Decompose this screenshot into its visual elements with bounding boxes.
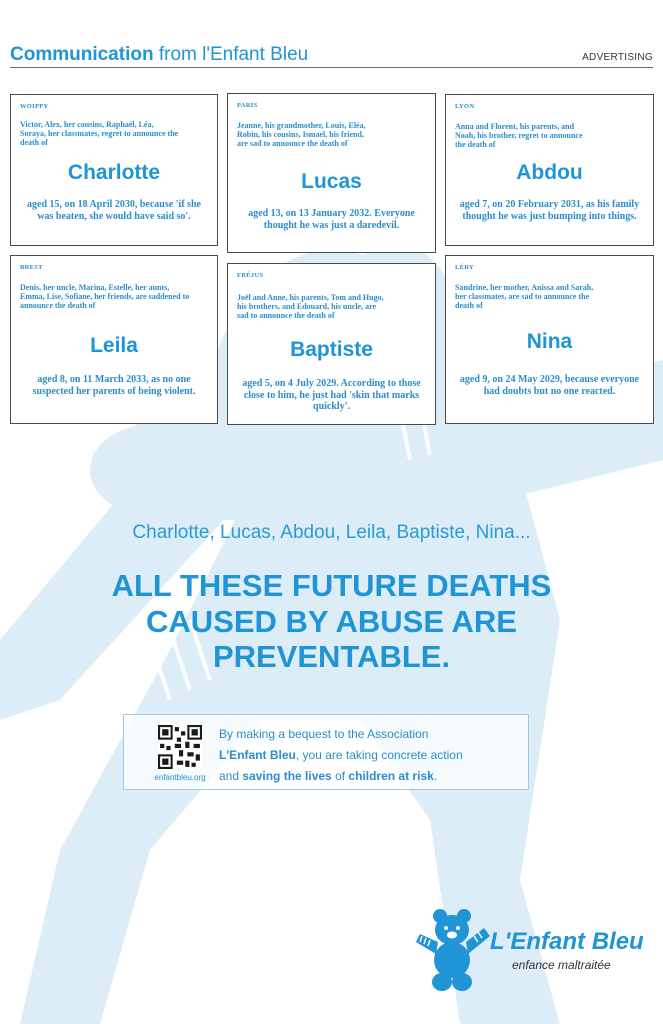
bequest-org-name: L'Enfant Bleu [219,748,296,762]
notice-from: Anna and Florent, his parents, and Noah, his brother, regret to announce the death of [455,122,583,149]
bequest-line-2 [219,745,519,766]
headline: ALL THESE FUTURE DEATHS CAUSED BY ABUSE ARE PREVENTABLE. [111,568,552,675]
notice-from: Jeanne, his grandmother, Louis, Eléa, Robin, his cousins, Ismael, his friend, are sad to announce the death of [237,121,366,148]
notice-detail: aged 5, on 4 July 2029. According to those close to him, he just had 'skin that marks quickly'. [242,378,421,412]
bequest-line-3-pre: and [219,769,243,783]
notice-leila [10,255,218,424]
notice-name: Nina [526,330,573,353]
notice-detail: aged 7, on 20 February 2031, as his family thought he was just bumping into things. [459,199,640,222]
bequest-emphasis-2: children at risk [348,769,434,783]
notice-from: Joël and Anne, his parents, Tom and Hugo, his brothers, and Edouard, his uncle, are sad to announce the death of [237,293,384,320]
bequest-text [219,724,519,787]
bequest-emphasis-1: saving the lives [242,769,332,783]
notice-city: BREST [20,264,43,271]
notice-city: FRÉJUS [237,272,264,279]
notice-name: Charlotte [67,161,161,184]
logo-brand-name: L'Enfant Bleu [490,928,644,955]
notice-detail: aged 9, on 24 May 2029, because everyone had doubts but no one reacted. [459,374,640,397]
notice-detail: aged 8, on 11 March 2033, as no one suspected her parents of being violent. [32,374,196,397]
logo-tagline: enfance maltraitée [512,958,611,972]
notice-name: Lucas [301,170,362,193]
notice-abdou [445,94,654,246]
header-title-rest: from l'Enfant Bleu [153,44,309,65]
notice-charlotte [10,94,218,246]
notice-detail: aged 13, on 13 January 2032. Everyone thought he was just a daredevil. [248,208,415,231]
notice-name: Abdou [516,161,583,184]
page-header [10,44,653,68]
bequest-line-3 [219,766,519,787]
notice-city: PARIS [237,102,258,109]
notice-name: Baptiste [290,338,373,361]
bequest-line-3-end: . [433,769,438,783]
bequest-box [123,714,529,790]
header-title [10,44,308,66]
names-line: Charlotte, Lucas, Abdou, Leila, Baptiste, Nina... [132,522,531,543]
bequest-line-3-mid: of [331,769,349,783]
notice-lucas [227,93,436,253]
advertising-label: ADVERTISING [582,52,653,63]
teddy-bear-logo-icon [412,906,492,992]
notice-nina [445,255,654,424]
notice-city: WOIPPY [20,103,49,110]
notice-name: Leila [90,334,138,357]
website-link[interactable]: enfantbleu.org [154,773,206,782]
notice-from: Victor, Alex, her cousins, Raphaël, Léa, Soraya, her classmates, regret to announce the death of [20,120,179,147]
notice-detail: aged 15, on 18 April 2030, because 'if she was beaten, she would have said so'. [27,199,201,222]
notice-baptiste [227,263,436,425]
notice-city: LÉRY [455,264,475,271]
qr-code-icon[interactable] [158,725,202,769]
notice-city: LYON [455,103,475,110]
header-title-bold: Communication [10,44,154,65]
brand-logo [412,906,642,996]
bequest-line-1: By making a bequest to the Association [219,727,429,741]
notice-from: Denis, her uncle, Marina, Estelle, her aunts, Emma, Lise, Sofiane, her friends, are saddened to announce the death of [20,283,190,310]
bequest-line-2-rest: , you are taking concrete action [295,748,463,762]
notice-from: Sandrine, her mother, Anissa and Sarah, her classmates, are sad to announce the death of [455,283,594,310]
